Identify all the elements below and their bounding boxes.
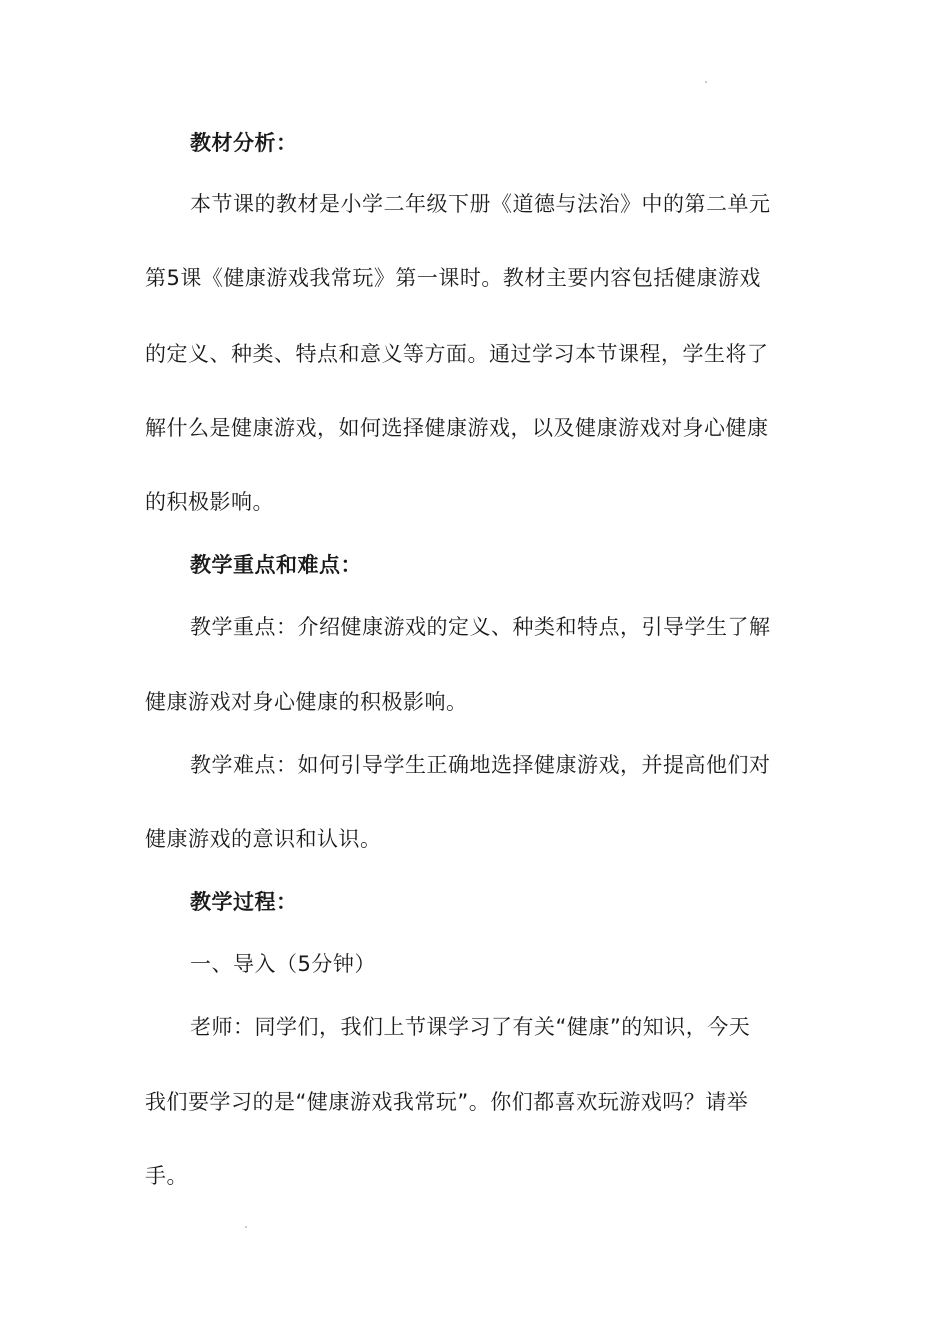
paragraph-line: 的积极影响。 [145,490,274,514]
paragraph-line: 健康游戏对身心健康的积极影响。 [145,690,468,714]
paragraph-line: 的定义、种类、特点和意义等方面。通过学习本节课程，学生将了 [145,342,769,366]
scan-speck-bottom [245,1226,247,1228]
paragraph-line: 第5课《健康游戏我常玩》第一课时。教材主要内容包括健康游戏 [145,266,761,290]
paragraph-line: 老师：同学们，我们上节课学习了有关“健康”的知识，今天 [190,1015,751,1039]
paragraph-line: 我们要学习的是“健康游戏我常玩”。你们都喜欢玩游戏吗？请举 [145,1090,749,1114]
scan-speck-top [705,81,707,83]
paragraph-line: 教学重点：介绍健康游戏的定义、种类和特点，引导学生了解 [190,615,771,639]
paragraph-line: 手。 [145,1164,188,1188]
paragraph-line: 解什么是健康游戏，如何选择健康游戏，以及健康游戏对身心健康 [145,416,769,440]
paragraph-line: 教学难点：如何引导学生正确地选择健康游戏，并提高他们对 [190,753,771,777]
paragraph-line: 本节课的教材是小学二年级下册《道德与法治》中的第二单元 [190,192,771,216]
step-title: 一、导入（5分钟） [190,952,376,976]
heading-process: 教学过程： [190,890,298,914]
heading-analysis: 教材分析： [190,131,298,155]
paragraph-line: 健康游戏的意识和认识。 [145,827,382,851]
heading-key-points: 教学重点和难点： [190,553,362,577]
